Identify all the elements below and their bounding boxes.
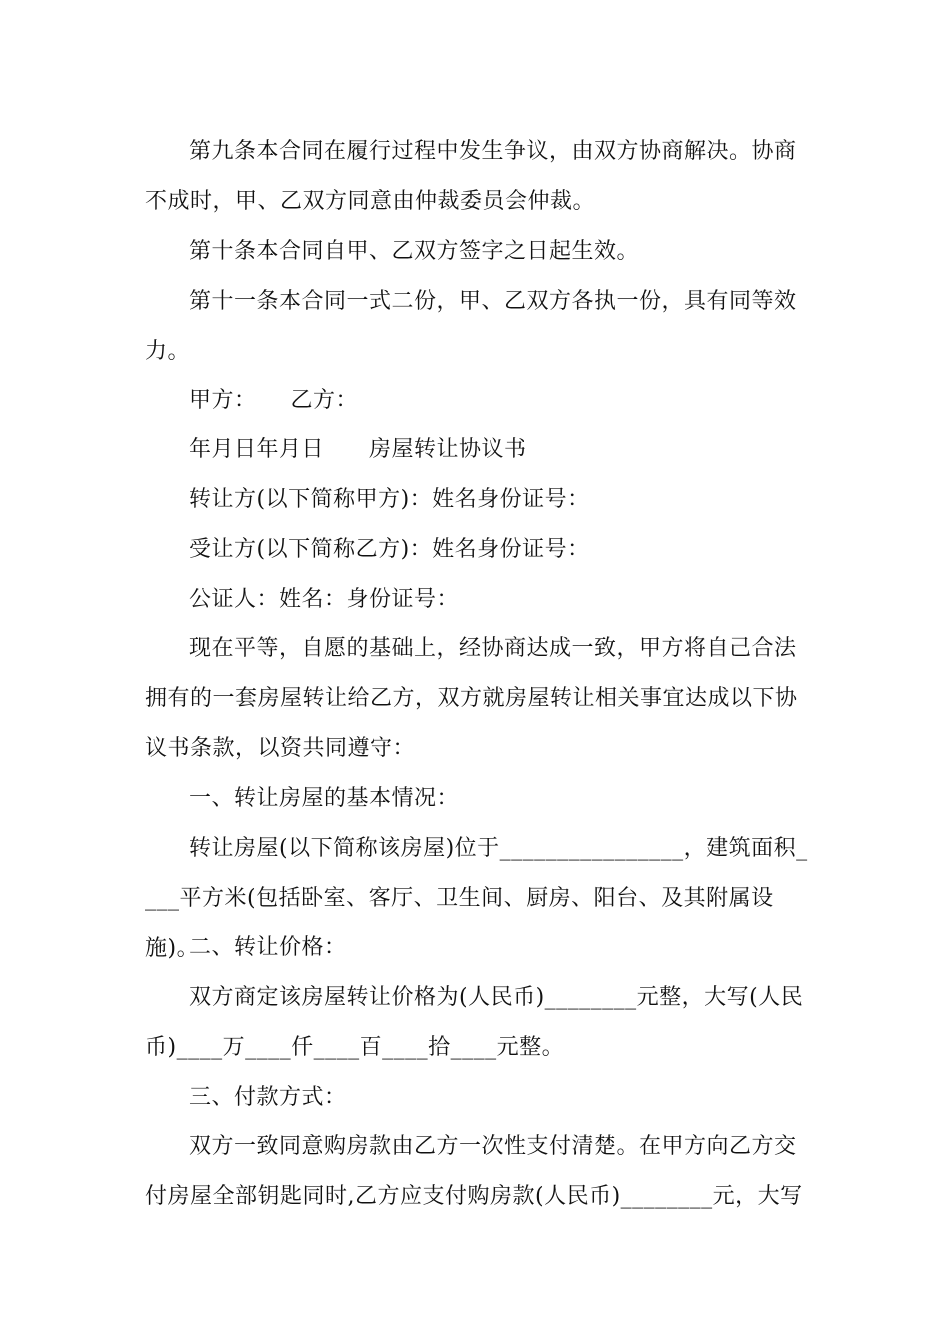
section-3-heading: 三、付款方式：	[189, 1085, 347, 1110]
transferor-line: 转让方(以下简称甲方)：姓名身份证号：	[189, 487, 590, 512]
preamble-paragraph: 现在平等，自愿的基础上，经协商达成一致，甲方将自己合法拥有的一套房屋转让给乙方，双方就房屋转让相关事宜达成以下协议书条款，以资共同遵守：	[145, 636, 798, 761]
date-and-title-line: 年月日年月日 房屋转让协议书	[189, 437, 527, 462]
article-9-paragraph: 第九条本合同在履行过程中发生争议，由双方协商解决。协商不成时，甲、乙双方同意由仲裁委员会仲裁。	[145, 139, 797, 214]
article-11-paragraph: 第十一条本合同一式二份，甲、乙双方各执一份，具有同等效力。	[145, 289, 797, 364]
payment-paragraph: 双方一致同意购房款由乙方一次性支付清楚。在甲方向乙方交付房屋全部钥匙同时,乙方应支付购房款(人民币)________元，大写	[145, 1134, 803, 1209]
section-1-heading: 一、转让房屋的基本情况：	[189, 786, 460, 811]
price-paragraph: 双方商定该房屋转让价格为(人民币)________元整，大写(人民币)____万____仟____百____拾____元整。	[145, 985, 804, 1060]
signature-parties-line: 甲方： 乙方：	[189, 388, 359, 413]
section-2-heading: 二、转让价格：	[189, 935, 347, 960]
property-info-paragraph: 转让房屋(以下简称该房屋)位于________________，建筑面积____平方米(包括卧室、客厅、卫生间、厨房、阳台、及其附属设施)。	[145, 836, 808, 961]
notary-line: 公证人：姓名：身份证号：	[189, 587, 460, 612]
transferee-line: 受让方(以下简称乙方)：姓名身份证号：	[189, 537, 590, 562]
article-10-paragraph: 第十条本合同自甲、乙双方签字之日起生效。	[189, 239, 640, 264]
